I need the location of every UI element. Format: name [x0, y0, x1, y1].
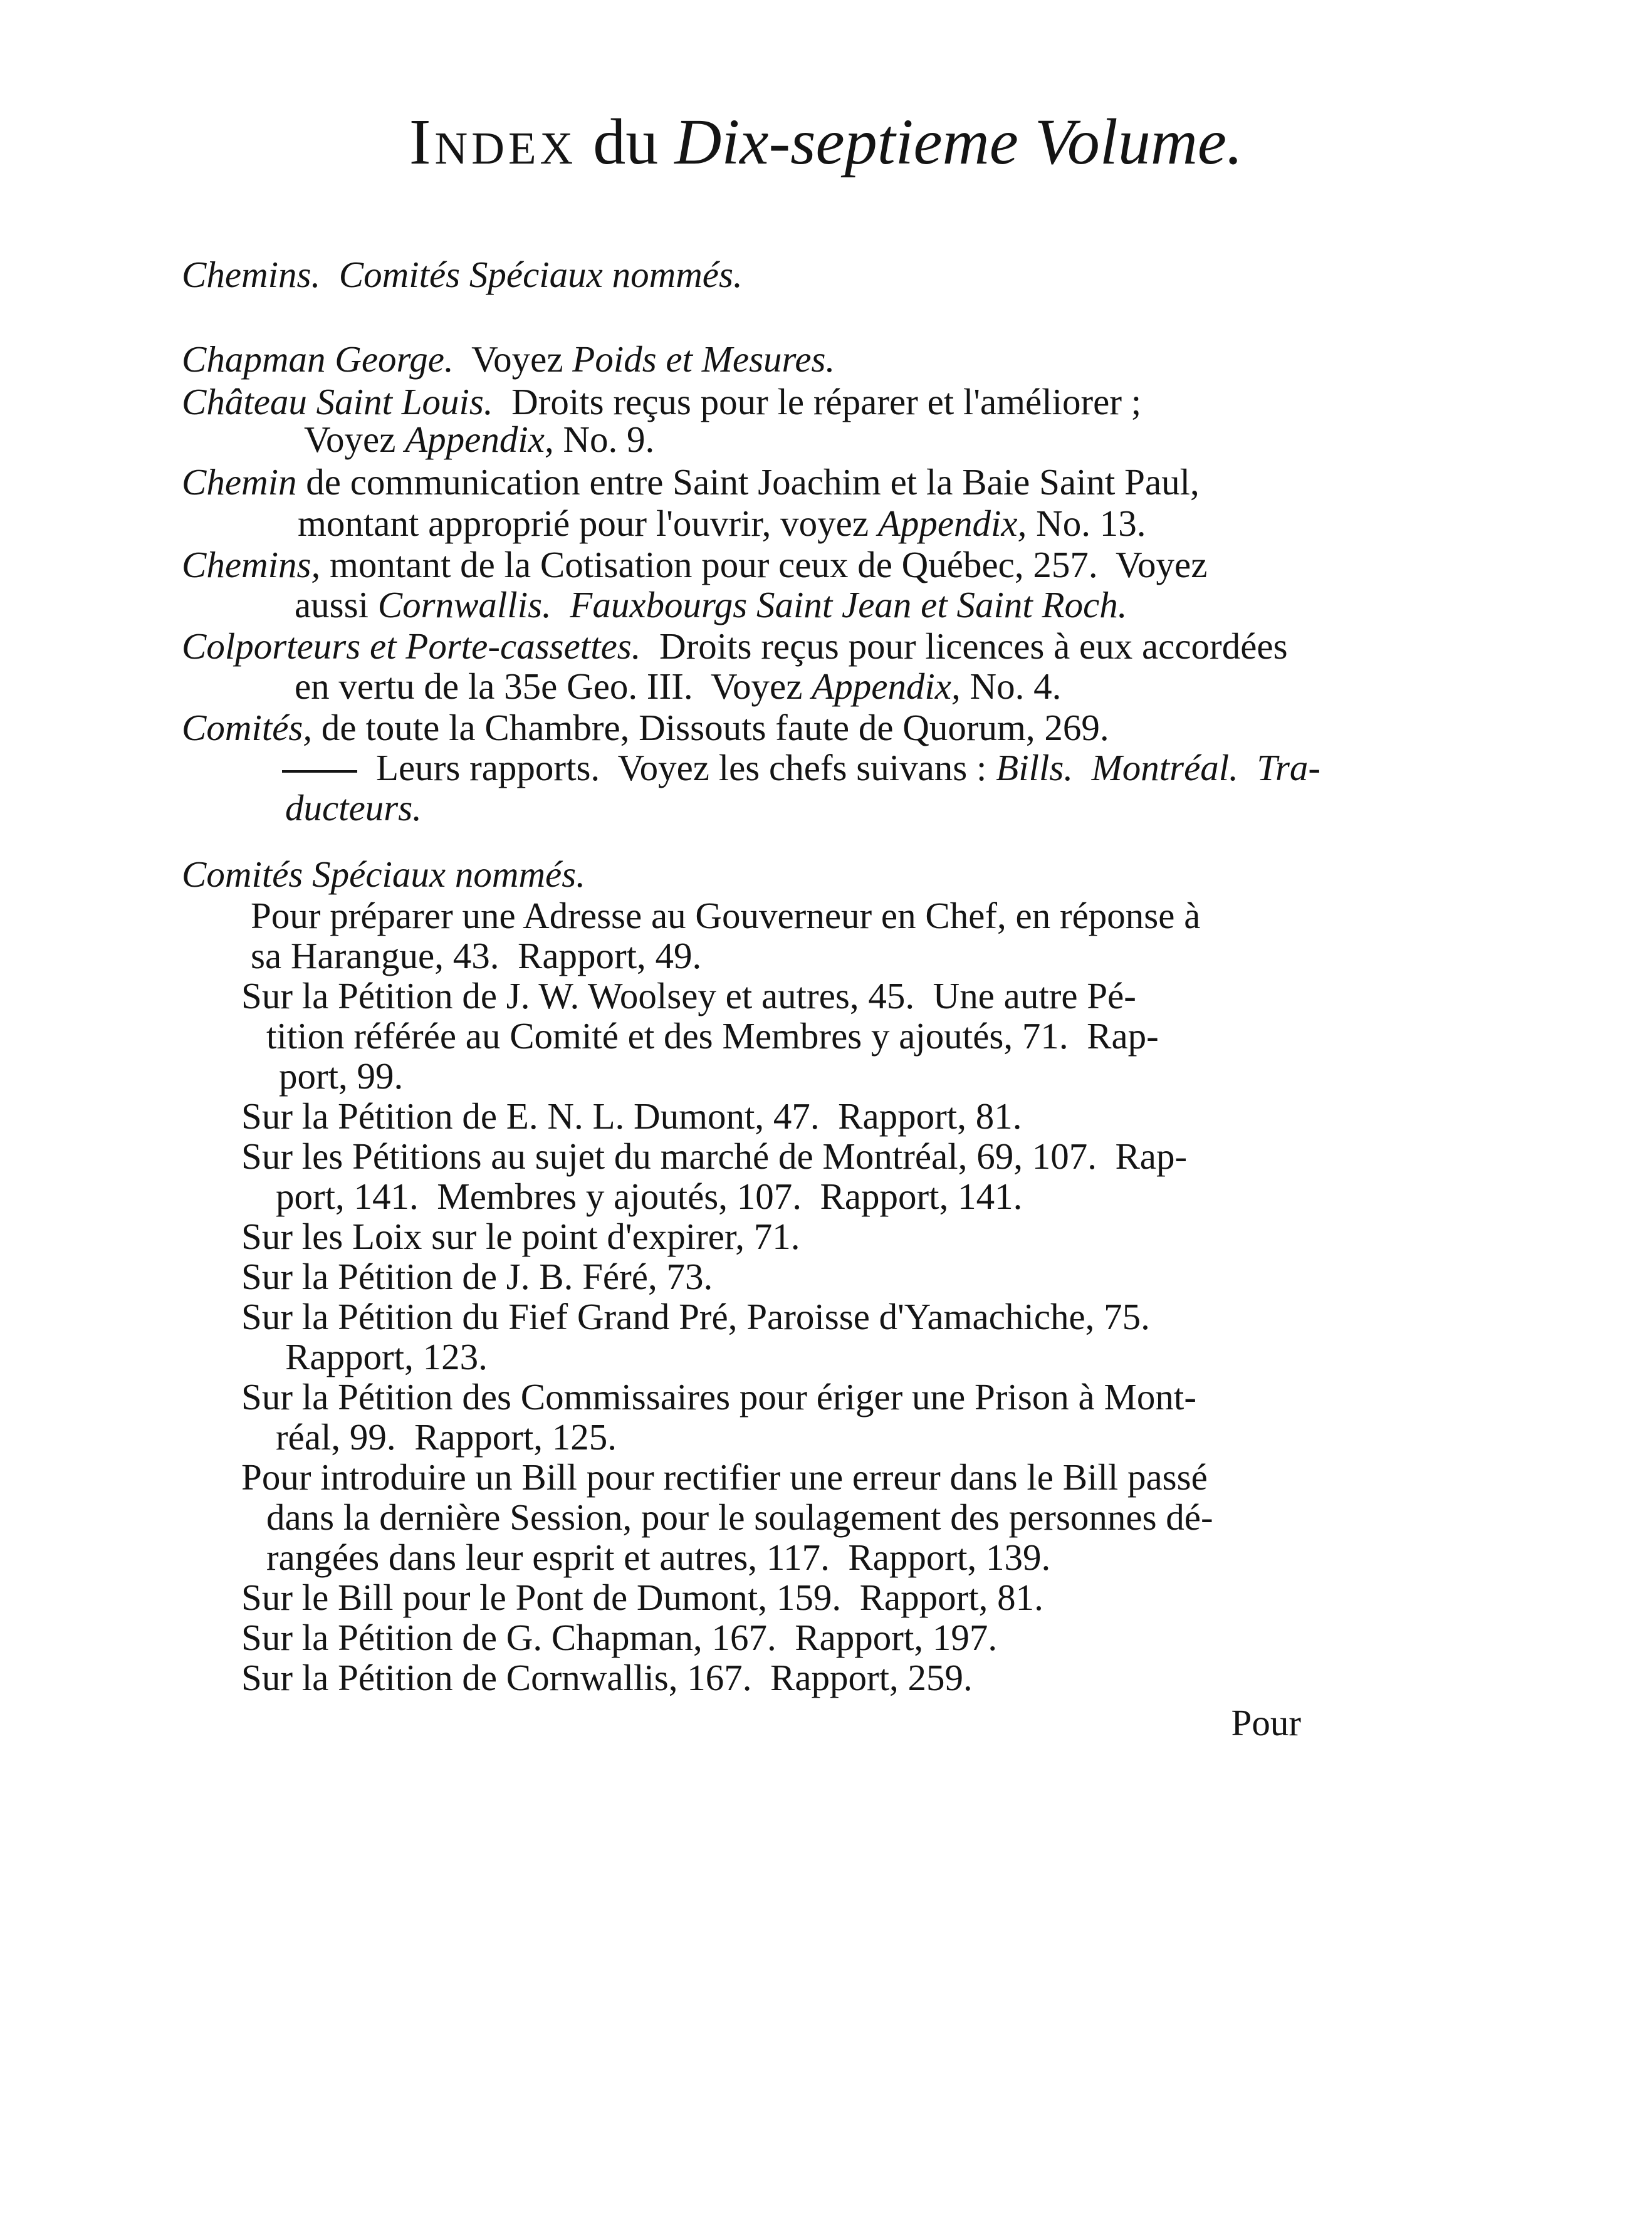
index-line: [295, 584, 1127, 625]
line-text: Voyez: [304, 419, 405, 460]
index-line: [241, 1095, 1022, 1137]
index-line: [285, 787, 422, 828]
line-text: Colporteurs et Porte-cassettes.: [182, 625, 641, 667]
line-text: Comités Spéciaux nommés.: [182, 854, 585, 895]
line-text: ducteurs.: [285, 787, 422, 828]
index-line: [241, 975, 1136, 1016]
index-line: [182, 254, 743, 295]
line-text: Poids et Mesures.: [572, 338, 835, 380]
index-line: [182, 854, 585, 895]
line-text: Sur la Pétition de E. N. L. Dumont, 47. Rapport, 81.: [241, 1095, 1022, 1137]
index-line: [182, 625, 1288, 667]
index-line: [251, 935, 701, 976]
index-line: [241, 1256, 713, 1297]
line-text: dans la dernière Session, pour le soulagement des personnes dé-: [266, 1496, 1213, 1538]
line-text: port, 99.: [279, 1055, 404, 1097]
ditto-dash: [282, 770, 357, 773]
line-text: Sur la Pétition de J. B. Féré, 73.: [241, 1256, 713, 1297]
line-text: sa Harangue, 43. Rapport, 49.: [251, 935, 702, 976]
line-text: Droits reçus pour licences à eux accordées: [640, 625, 1288, 667]
index-line: [182, 381, 1141, 422]
line-text: Pour introduire un Bill pour rectifier une erreur dans le Bill passé: [241, 1456, 1208, 1498]
index-line: [241, 1617, 997, 1658]
index-line: [266, 1015, 1159, 1057]
line-text: tition référée au Comité et des Membres y ajoutés, 71. Rap-: [266, 1015, 1159, 1057]
index-line: [276, 1176, 1022, 1217]
index-line: [241, 1577, 1043, 1618]
line-text: No. 9.: [553, 419, 655, 460]
line-text: Comités Spéciaux nommés.: [338, 254, 743, 295]
line-text: Sur les Loix sur le point d'expirer, 71.: [241, 1216, 800, 1257]
line-text: Sur la Pétition de J. W. Woolsey et autres, 45. Une autre Pé-: [241, 975, 1136, 1016]
line-text: montant de la Cotisation pour ceux de Québec, 257. Voyez: [320, 544, 1208, 585]
title-index-word: Index: [409, 106, 577, 178]
line-text: Appendix,: [812, 666, 961, 707]
line-text: Sur la Pétition du Fief Grand Pré, Paroisse d'Yamachiche, 75.: [241, 1296, 1150, 1337]
line-text: Sur la Pétition de Cornwallis, 167. Rapport, 259.: [241, 1657, 973, 1698]
index-line: [241, 1376, 1196, 1418]
index-line: [182, 338, 835, 380]
line-text: Rapport, 123.: [285, 1336, 488, 1377]
line-text: No. 13.: [1027, 503, 1146, 544]
index-line: [182, 461, 1200, 503]
line-text: Leurs rapports. Voyez les chefs suivans :: [376, 747, 996, 788]
index-line: [285, 1336, 488, 1377]
index-line: [241, 1657, 973, 1698]
line-text: Droits reçus pour le réparer et l'améliorer ;: [493, 381, 1142, 422]
line-text: réal, 99. Rapport, 125.: [276, 1416, 617, 1458]
line-text: Château Saint Louis.: [182, 381, 493, 422]
title-volume: Dix-septieme Volume.: [674, 106, 1243, 178]
line-text: de toute la Chambre, Dissouts faute de Quorum, 269.: [312, 707, 1109, 748]
index-line: [279, 1055, 403, 1097]
line-text: Sur la Pétition des Commissaires pour ériger une Prison à Mont-: [241, 1376, 1196, 1418]
line-text: [320, 254, 339, 295]
index-line: [276, 1416, 617, 1458]
line-text: port, 141. Membres y ajoutés, 107. Rapport, 141.: [276, 1176, 1023, 1217]
index-line: [298, 503, 1146, 544]
index-line: [241, 1296, 1150, 1337]
index-line: [282, 747, 1320, 788]
line-text: Cornwallis. Fauxbourgs Saint Jean et Saint Roch.: [377, 584, 1127, 625]
catchword: Pour: [1231, 1702, 1301, 1743]
index-line: [182, 707, 1109, 748]
line-text: Chapman George.: [182, 338, 454, 380]
index-line: [295, 666, 1061, 707]
line-text: Pour préparer une Adresse au Gouverneur en Chef, en réponse à: [251, 895, 1201, 936]
line-text: aussi: [295, 584, 378, 625]
line-text: Comités,: [182, 707, 313, 748]
line-text: Bills. Montréal. Tra-: [996, 747, 1321, 788]
index-line: [241, 1216, 800, 1257]
index-line: [182, 544, 1207, 585]
line-text: de communication entre Saint Joachim et la Baie Saint Paul,: [296, 461, 1200, 503]
index-line: [251, 895, 1200, 936]
line-text: rangées dans leur esprit et autres, 117. Rapport, 139.: [266, 1537, 1051, 1578]
index-line: [266, 1537, 1050, 1578]
line-text: Chemins.: [182, 254, 321, 295]
line-text: Appendix,: [877, 503, 1027, 544]
line-text: en vertu de la 35e Geo. III. Voyez: [295, 666, 812, 707]
line-text: Appendix,: [405, 419, 554, 460]
index-line: [241, 1456, 1208, 1498]
index-line: [241, 1136, 1187, 1177]
line-text: Sur les Pétitions au sujet du marché de Montréal, 69, 107. Rap-: [241, 1136, 1188, 1177]
line-text: Sur le Bill pour le Pont de Dumont, 159. Rapport, 81.: [241, 1577, 1043, 1618]
line-text: Voyez: [453, 338, 573, 380]
line-text: No. 4.: [960, 666, 1062, 707]
line-text: montant approprié pour l'ouvrir, voyez: [298, 503, 878, 544]
page-title: [0, 107, 1652, 178]
line-text: Chemins,: [182, 544, 321, 585]
index-line: [304, 419, 654, 460]
title-du: du: [593, 106, 659, 178]
line-text: Sur la Pétition de G. Chapman, 167. Rapport, 197.: [241, 1617, 998, 1658]
line-text: Chemin: [182, 461, 297, 503]
index-line: [266, 1496, 1213, 1538]
